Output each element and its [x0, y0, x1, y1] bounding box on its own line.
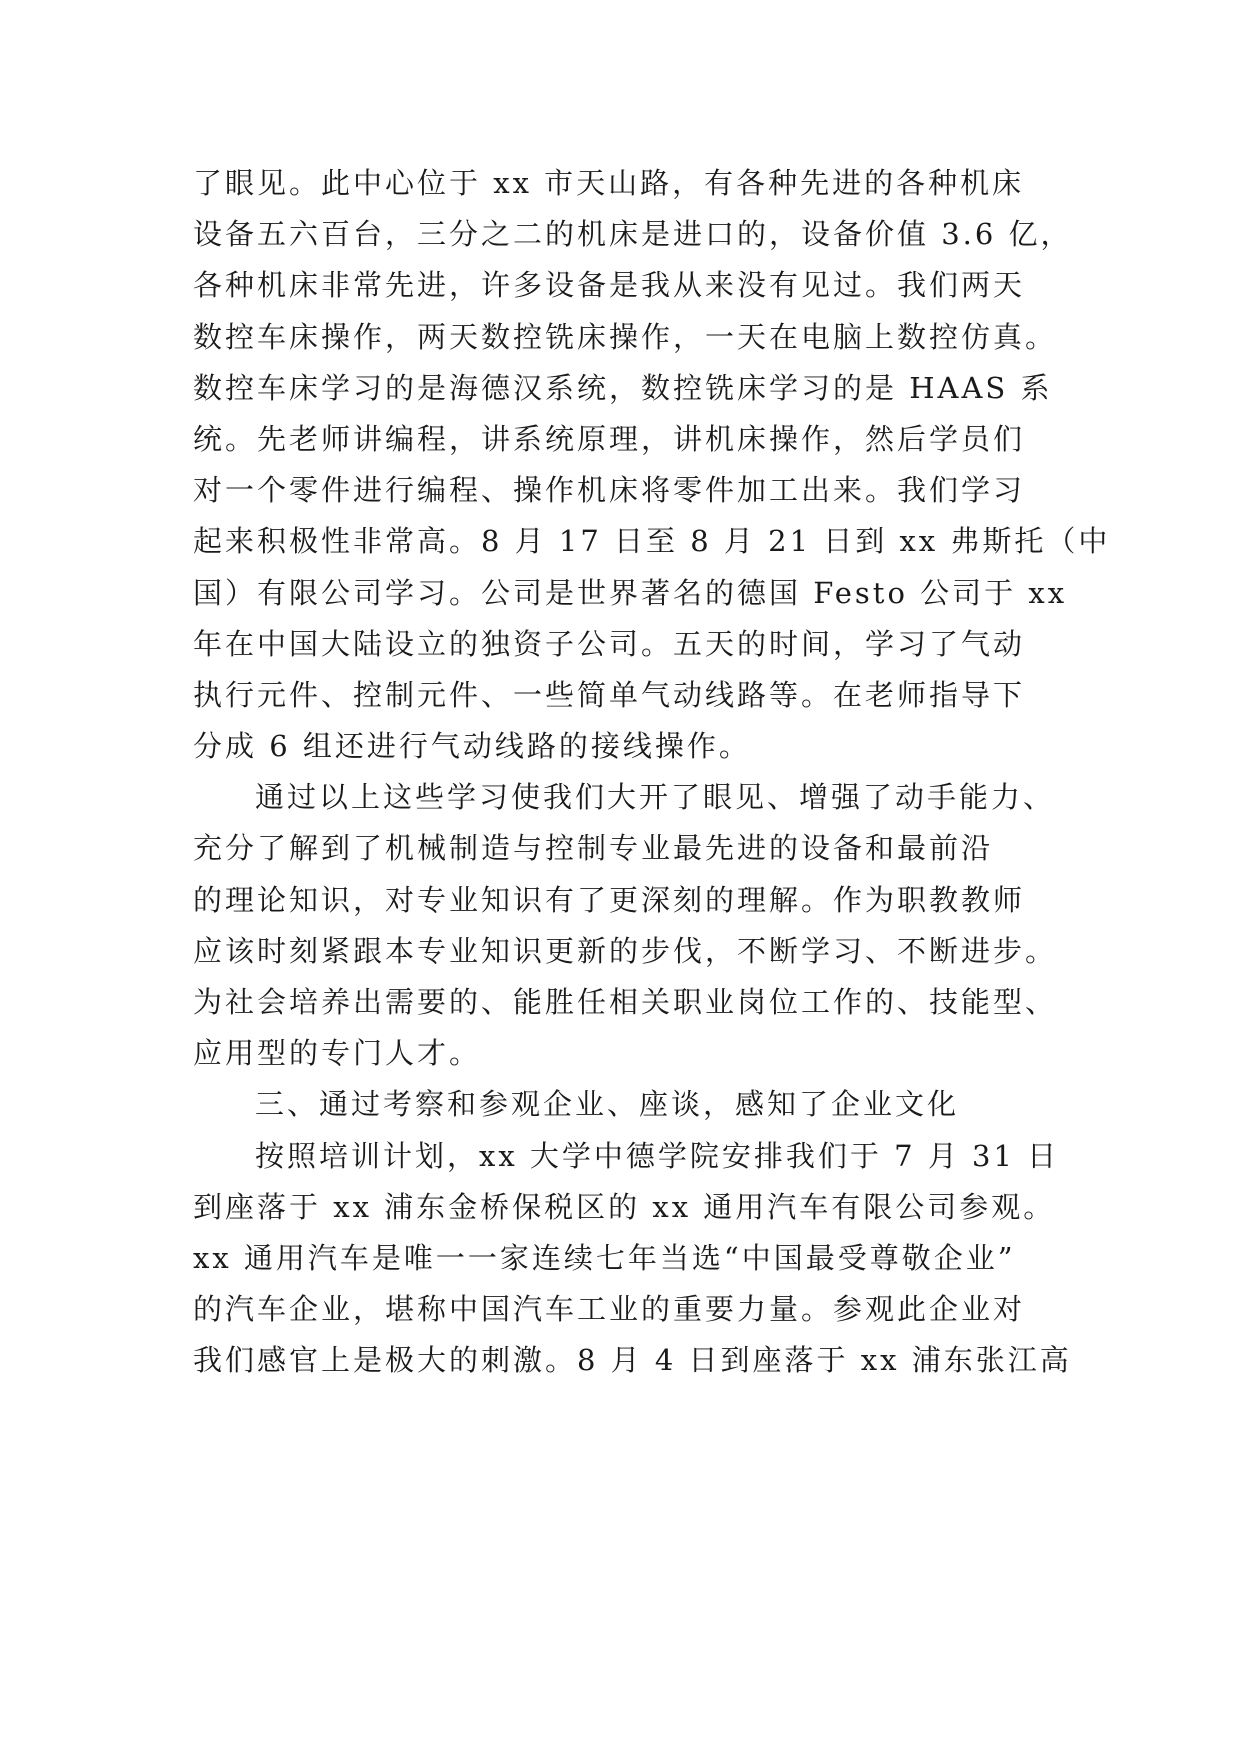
- text-line: 我们感官上是极大的刺激。8 月 4 日到座落于 xx 浦东张江高: [193, 1343, 1072, 1378]
- text-line: 分成 6 组还进行气动线路的接线操作。: [193, 729, 751, 764]
- text-line: 数控车床操作，两天数控铣床操作，一天在电脑上数控仿真。: [193, 319, 1058, 354]
- text-line: 充分了解到了机械制造与控制专业最先进的设备和最前沿: [193, 831, 994, 866]
- body-text: [193, 158, 1111, 1387]
- text-line: 到座落于 xx 浦东金桥保税区的 xx 通用汽车有限公司参观。: [193, 1189, 1056, 1224]
- text-line: 为社会培养出需要的、能胜任相关职业岗位工作的、技能型、: [193, 985, 1058, 1019]
- text-line: 年在中国大陆设立的独资子公司。五天的时间，学习了气动: [193, 626, 1026, 661]
- text-line: 国）有限公司学习。公司是世界著名的德国 Festo 公司于 xx: [193, 575, 1068, 610]
- text-line: 应用型的专门人才。: [193, 1036, 482, 1071]
- text-line: 执行元件、控制元件、一些简单气动线路等。在老师指导下: [193, 677, 1026, 712]
- section-heading: 三、通过考察和参观企业、座谈，感知了企业文化: [255, 1087, 960, 1122]
- paragraph-first-line: 按照培训计划，xx 大学中德学院安排我们于 7 月 31 日: [255, 1138, 1060, 1173]
- text-line: 各种机床非常先进，许多设备是我从来没有见过。我们两天: [193, 268, 1026, 303]
- text-line: xx 通用汽车是唯一一家连续七年当选“中国最受尊敬企业”: [193, 1240, 1016, 1275]
- text-line: 统。先老师讲编程，讲系统原理，讲机床操作，然后学员们: [193, 421, 1026, 456]
- text-line: 设备五六百台，三分之二的机床是进口的，设备价值 3.6 亿，: [193, 217, 1073, 252]
- text-line: 应该时刻紧跟本专业知识更新的步伐，不断学习、不断进步。: [193, 933, 1058, 968]
- text-line: 对一个零件进行编程、操作机床将零件加工出来。我们学习: [193, 473, 1026, 508]
- text-line: 起来积极性非常高。8 月 17 日至 8 月 21 日到 xx 弗斯托（中: [193, 524, 1111, 559]
- text-line: 了眼见。此中心位于 xx 市天山路，有各种先进的各种机床: [193, 166, 1025, 200]
- text-line: 的理论知识，对专业知识有了更深刻的理解。作为职教教师: [193, 882, 1026, 917]
- text-line: 数控车床学习的是海德汉系统，数控铣床学习的是 HAAS 系: [193, 370, 1053, 405]
- text-line: 的汽车企业，堪称中国汽车工业的重要力量。参观此企业对: [193, 1292, 1026, 1327]
- paragraph-first-line: 通过以上这些学习使我们大开了眼见、增强了动手能力、: [255, 780, 1056, 815]
